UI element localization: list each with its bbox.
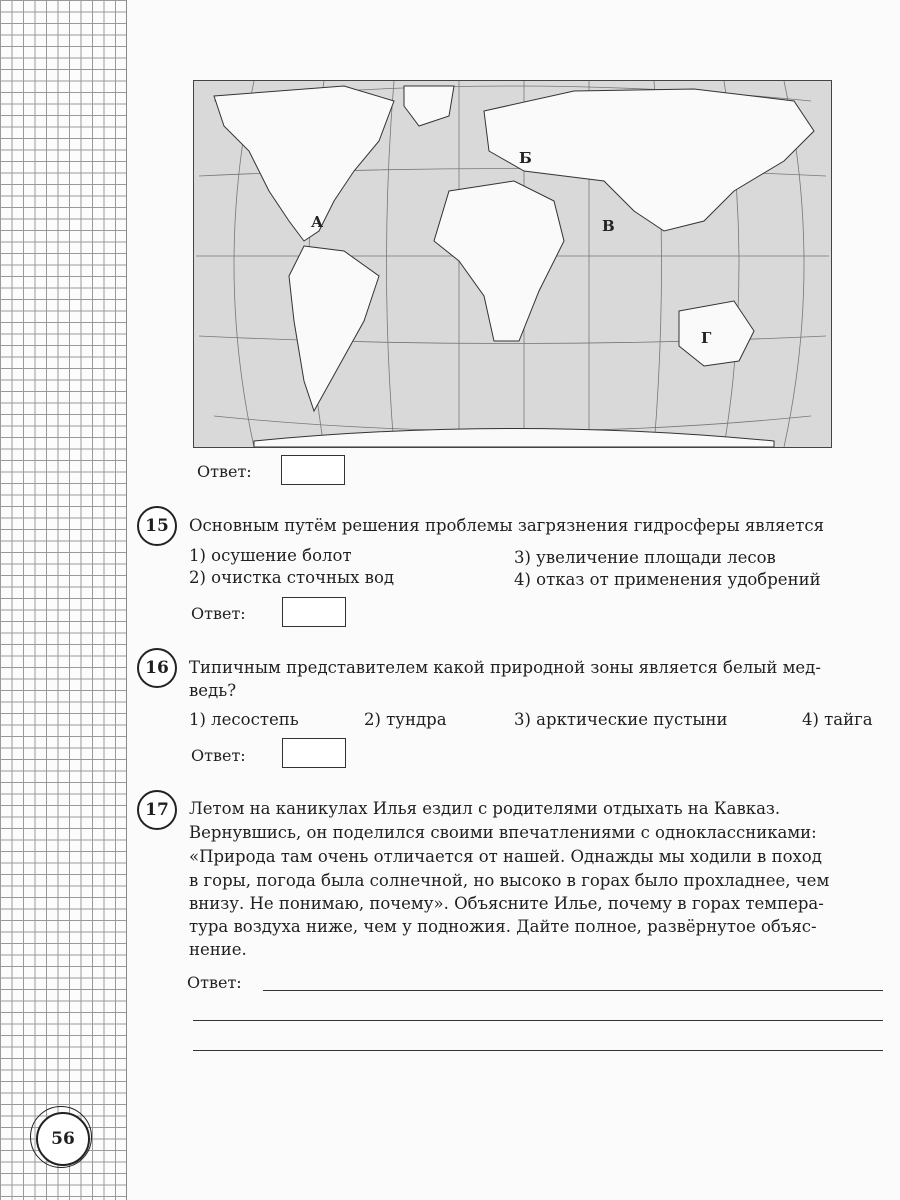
option-16-1: 1) лесостепь (189, 710, 299, 729)
question-number-15: 15 (137, 506, 177, 546)
graph-paper-margin (0, 0, 127, 1200)
page-number: 56 (36, 1112, 90, 1166)
question-text-17-line-7: нение. (189, 940, 247, 959)
answer-box-14[interactable] (281, 455, 345, 485)
option-16-2: 2) тундра (364, 710, 447, 729)
question-text-17-line-4: в горы, погода была солнечной, но высоко в горах было прохладнее, чем (189, 871, 830, 890)
map-label-v: В (602, 217, 615, 235)
option-16-4: 4) тайга (802, 710, 873, 729)
answer-label-14: Ответ: (197, 462, 252, 481)
question-number-16: 16 (137, 648, 177, 688)
answer-box-16[interactable] (282, 738, 346, 768)
answer-line-2[interactable] (193, 1020, 883, 1021)
world-map (193, 80, 832, 448)
map-label-b: Б (519, 149, 532, 167)
question-text-17-line-1: Летом на каникулах Илья ездил с родителями отдыхать на Кавказ. (189, 799, 781, 818)
world-map-drawing (194, 81, 831, 447)
question-text-17-line-2: Вернувшись, он поделился своими впечатлениями с одноклассниками: (189, 823, 817, 842)
map-label-a: А (311, 213, 324, 231)
question-text-17-line-5: внизу. Не понимаю, почему». Объясните Илье, почему в горах темпера- (189, 894, 824, 913)
question-text-17-line-6: тура воздуха ниже, чем у подножия. Дайте полное, развёрнутое объяс- (189, 917, 817, 936)
question-text-15: Основным путём решения проблемы загрязнения гидросферы является (189, 516, 824, 535)
answer-box-15[interactable] (282, 597, 346, 627)
question-text-17-line-3: «Природа там очень отличается от нашей. Однажды мы ходили в поход (189, 847, 822, 866)
option-15-2: 2) очистка сточных вод (189, 568, 395, 587)
question-text-16-line-2: ведь? (189, 681, 237, 700)
map-label-g: Г (701, 329, 712, 347)
question-text-16-line-1: Типичным представителем какой природной зоны является белый мед- (189, 658, 821, 677)
answer-line-1[interactable] (263, 990, 883, 991)
option-15-1: 1) осушение болот (189, 546, 352, 565)
answer-label-16: Ответ: (191, 746, 246, 765)
answer-label-15: Ответ: (191, 604, 246, 623)
option-15-4: 4) отказ от применения удобрений (514, 570, 821, 589)
answer-label-17: Ответ: (187, 973, 242, 992)
option-15-3: 3) увеличение площади лесов (514, 548, 776, 567)
option-16-3: 3) арктические пустыни (514, 710, 728, 729)
question-number-17: 17 (137, 790, 177, 830)
answer-line-3[interactable] (193, 1050, 883, 1051)
